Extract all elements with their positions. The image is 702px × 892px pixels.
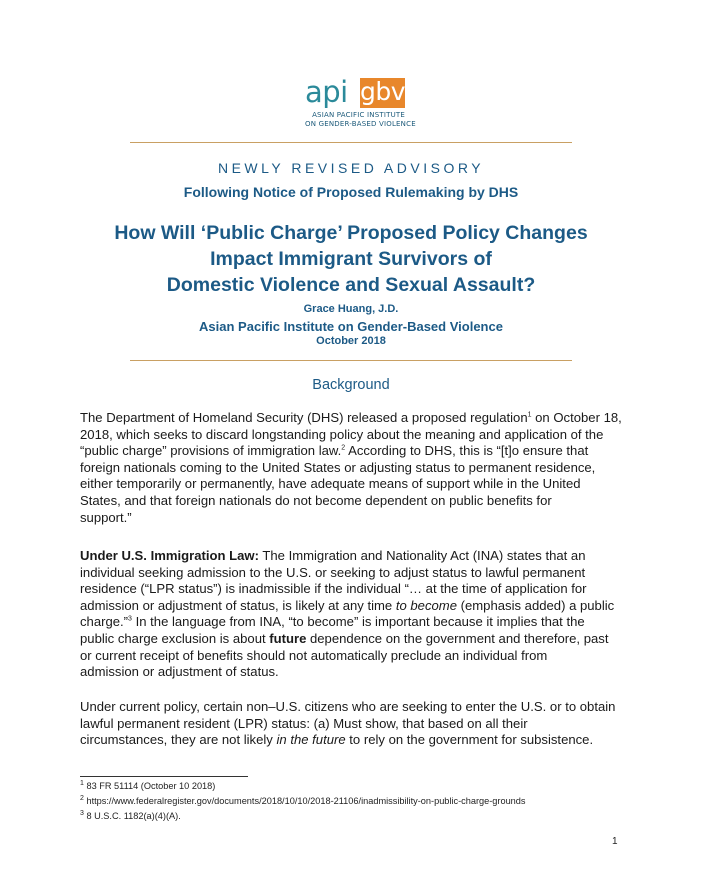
footnote-ref: 3 — [128, 616, 132, 624]
organization: Asian Pacific Institute on Gender-Based Violence — [199, 319, 503, 334]
text-line: individual seeking admission to the U.S. or seeking to adjust status to lawful permanent — [80, 564, 586, 580]
logo-api-text: api — [305, 75, 348, 109]
text-line: The Department of Homeland Security (DHS) released a proposed regulation$^1$ on October 18, — [80, 410, 622, 425]
top-divider — [130, 142, 572, 143]
text-line: residence (“LPR status”) is inadmissible if the individual “… at the time of application for — [80, 581, 587, 597]
text-line: States, and that foreign nationals do not become dependent on public benefits for — [80, 492, 552, 508]
footnote-ref: 1 — [527, 411, 532, 419]
logo-gbv-text: gbv — [360, 77, 406, 106]
text-line: Under U.S. Immigration Law: The Immigration and Nationality Act (INA) states that an — [80, 548, 586, 563]
footnote-divider — [80, 776, 248, 777]
apigbv-logo — [305, 75, 416, 134]
footnote-3: $^3$ 8 U.S.C. 1182(a)(4)(A). — [80, 809, 181, 821]
text-line: support.” — [80, 509, 132, 525]
logo-subtitle-line1: ASIAN PACIFIC INSTITUTE — [312, 111, 405, 119]
page-number: 1 — [612, 836, 618, 847]
text-line: Under current policy, certain non–U.S. citizens who are seeking to enter the U.S. or to obtain — [80, 699, 616, 714]
paragraph-current-policy — [80, 699, 640, 749]
title-line-3: Domestic Violence and Sexual Assault? — [166, 274, 536, 296]
subheading: Following Notice of Proposed Rulemaking by DHS — [183, 184, 519, 200]
emphasis-italic: in the future — [276, 732, 346, 748]
publication-date: October 2018 — [316, 335, 386, 347]
logo-orange-box — [360, 78, 405, 108]
text-line: “public charge” provisions of immigration law.$^2$ According to DHS, this is “[t]o ensure that — [80, 443, 589, 459]
title-line-2: Impact Immigrant Survivors of — [210, 248, 492, 270]
footnote-2[interactable]: $^2$ https://www.federalregister.gov/documents/2018/10/10/2018-21106/inadmissibility-on-public-charge-grounds — [80, 794, 526, 806]
author: Grace Huang, J.D. — [303, 303, 399, 315]
advisory-label: NEWLY REVISED ADVISORY — [217, 160, 485, 176]
paragraph-immigration-law — [80, 548, 640, 681]
text-line: charge.”$^3$ In the language from INA, “to become” is important because it implies that the — [80, 614, 585, 630]
text-line: either temporarily or permanently, have adequate means of support while in the United — [80, 476, 581, 492]
text-line: 2018, which seeks to discard longstanding policy about the meaning and application of the — [80, 426, 604, 442]
middle-divider — [130, 360, 572, 361]
paragraph-dhs-regulation — [80, 410, 640, 526]
text-line: admission or adjustment of status, is likely at any time to become (emphasis added) a public — [80, 597, 615, 613]
section-heading-background: Background — [312, 377, 390, 393]
lead-in-bold: Under U.S. Immigration Law: — [80, 548, 259, 563]
text-line: admission or adjustment of status. — [80, 664, 279, 680]
logo-subtitle-line2: ON GENDER-BASED VIOLENCE — [305, 120, 416, 128]
footnote-ref: 2 — [341, 444, 346, 452]
text-line: public charge exclusion is about future dependence on the government and therefore, past — [80, 630, 609, 646]
footnote-1: $^1$ 83 FR 51114 (October 10 2018) — [80, 779, 216, 791]
text-line: lawful permanent resident (LPR) status: (a) Must show, that based on all their — [80, 715, 528, 731]
text-line: foreign nationals coming to the United States or adjusting status to permanent residence, — [80, 459, 596, 475]
emphasis-bold: future — [269, 630, 307, 646]
text-line: circumstances, they are not likely in the future to rely on the government for subsistence. — [80, 732, 594, 748]
title-line-1: How Will ‘Public Charge’ Proposed Policy Changes — [114, 222, 588, 244]
footnote-link[interactable]: https://www.federalregister.gov/documents/2018/10/10/2018-21106/inadmissibility-on-public-charge-grounds — [83, 796, 526, 806]
text-line: or current receipt of benefits should not automatically preclude an individual from — [80, 647, 548, 663]
emphasis-italic: to become — [395, 597, 457, 613]
